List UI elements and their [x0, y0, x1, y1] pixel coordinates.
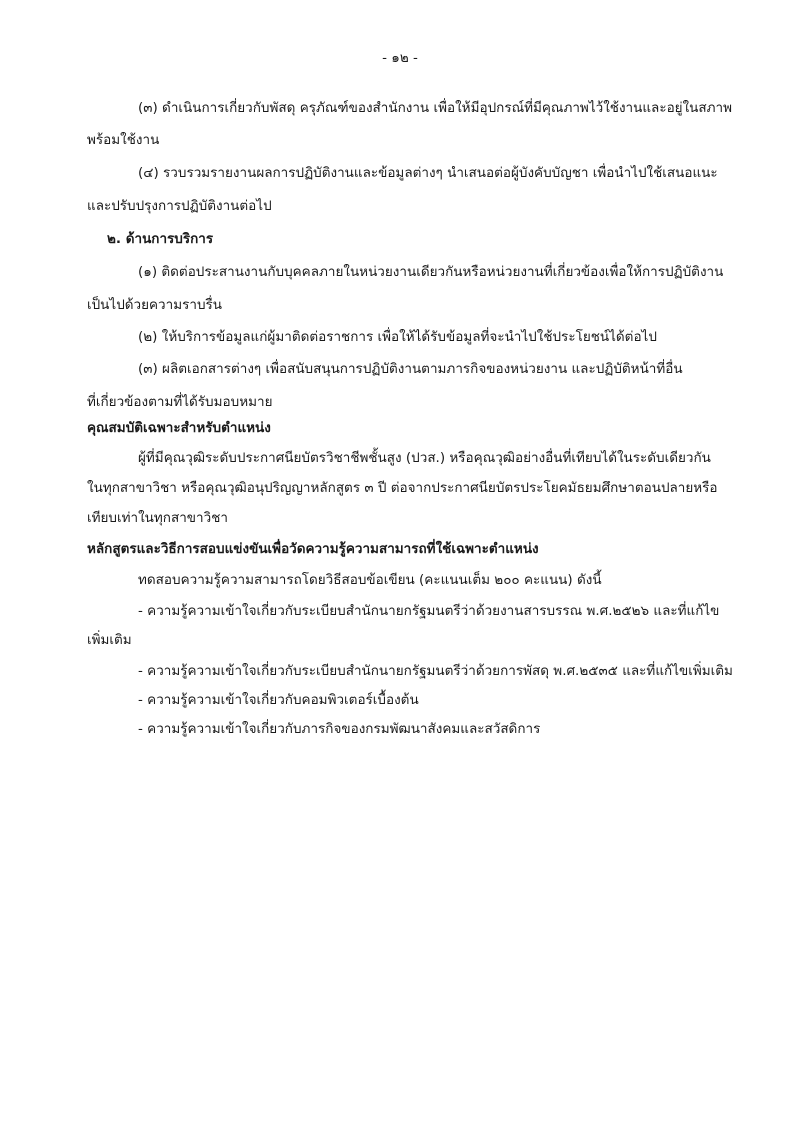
duty-item-3-line-2: พร้อมใช้งาน: [87, 132, 160, 148]
duty-item-4-line-2: และปรับปรุงการปฏิบัติงานต่อไป: [87, 198, 272, 214]
exam-topic-4: - ความรู้ความเข้าใจเกี่ยวกับภารกิจของกรมพัฒนาสังคมและสวัสดิการ: [138, 721, 541, 737]
qualifications-line-1: ผู้ที่มีคุณวุฒิระดับประกาศนียบัตรวิชาชีพชั้นสูง (ปวส.) หรือคุณวุฒิอย่างอื่นที่เทียบได้ในระดับเดียวกัน: [138, 450, 711, 466]
exam-heading: หลักสูตรและวิธีการสอบแข่งขันเพื่อวัดความรู้ความสามารถที่ใช้เฉพาะตำแหน่ง: [87, 541, 539, 557]
page-number: - ๑๒ -: [382, 50, 418, 66]
duty-item-3-line-1: (๓) ดำเนินการเกี่ยวกับพัสดุ ครุภัณฑ์ของสำนักงาน เพื่อให้มีอุปกรณ์ที่มีคุณภาพไว้ใช้งานและอยู่ในสภาพ: [138, 100, 733, 116]
exam-topic-1-line-2: เพิ่มเติม: [87, 632, 132, 648]
service-item-2-line-1: (๒) ให้บริการข้อมูลแก่ผู้มาติดต่อราชการ เพื่อให้ได้รับข้อมูลที่จะนำไปใช้ประโยชน์ได้ต่อไป: [138, 329, 657, 345]
exam-topic-2: - ความรู้ความเข้าใจเกี่ยวกับระเบียบสำนักนายกรัฐมนตรีว่าด้วยการพัสดุ พ.ศ.๒๕๓๕ และที่แก้ไขเพิ่มเติม: [138, 663, 733, 679]
qualifications-heading: คุณสมบัติเฉพาะสำหรับตำแหน่ง: [87, 420, 271, 436]
service-item-1-line-2: เป็นไปด้วยความราบรื่น: [87, 297, 222, 313]
exam-intro: ทดสอบความรู้ความสามารถโดยวิธีสอบข้อเขียน (คะแนนเต็ม ๒๐๐ คะแนน) ดังนี้: [138, 572, 602, 588]
exam-topic-3: - ความรู้ความเข้าใจเกี่ยวกับคอมพิวเตอร์เบื้องต้น: [138, 692, 419, 708]
service-item-1-line-1: (๑) ติดต่อประสานงานกับบุคคลภายในหน่วยงานเดียวกันหรือหน่วยงานที่เกี่ยวข้องเพื่อให้การปฏิบัติงาน: [138, 264, 724, 280]
service-item-3-line-2: ที่เกี่ยวข้องตามที่ได้รับมอบหมาย: [87, 394, 273, 410]
service-heading: ๒. ด้านการบริการ: [107, 231, 214, 247]
qualifications-line-3: เทียบเท่าในทุกสาขาวิชา: [87, 510, 228, 526]
duty-item-4-line-1: (๔) รวบรวมรายงานผลการปฏิบัติงานและข้อมูลต่างๆ นำเสนอต่อผู้บังคับบัญชา เพื่อนำไปใช้เสนอแนะ: [138, 165, 718, 181]
service-item-3-line-1: (๓) ผลิตเอกสารต่างๆ เพื่อสนับสนุนการปฏิบัติงานตามภารกิจของหน่วยงาน และปฏิบัติหน้าที่อื่น: [138, 361, 683, 377]
exam-topic-1-line-1: - ความรู้ความเข้าใจเกี่ยวกับระเบียบสำนักนายกรัฐมนตรีว่าด้วยงานสารบรรณ พ.ศ.๒๕๒๖ และที่แก้ไข: [138, 603, 720, 619]
qualifications-line-2: ในทุกสาขาวิชา หรือคุณวุฒิอนุปริญญาหลักสูตร ๓ ปี ต่อจากประกาศนียบัตรประโยคมัธยมศึกษาตอนปลายหรือ: [87, 480, 718, 496]
